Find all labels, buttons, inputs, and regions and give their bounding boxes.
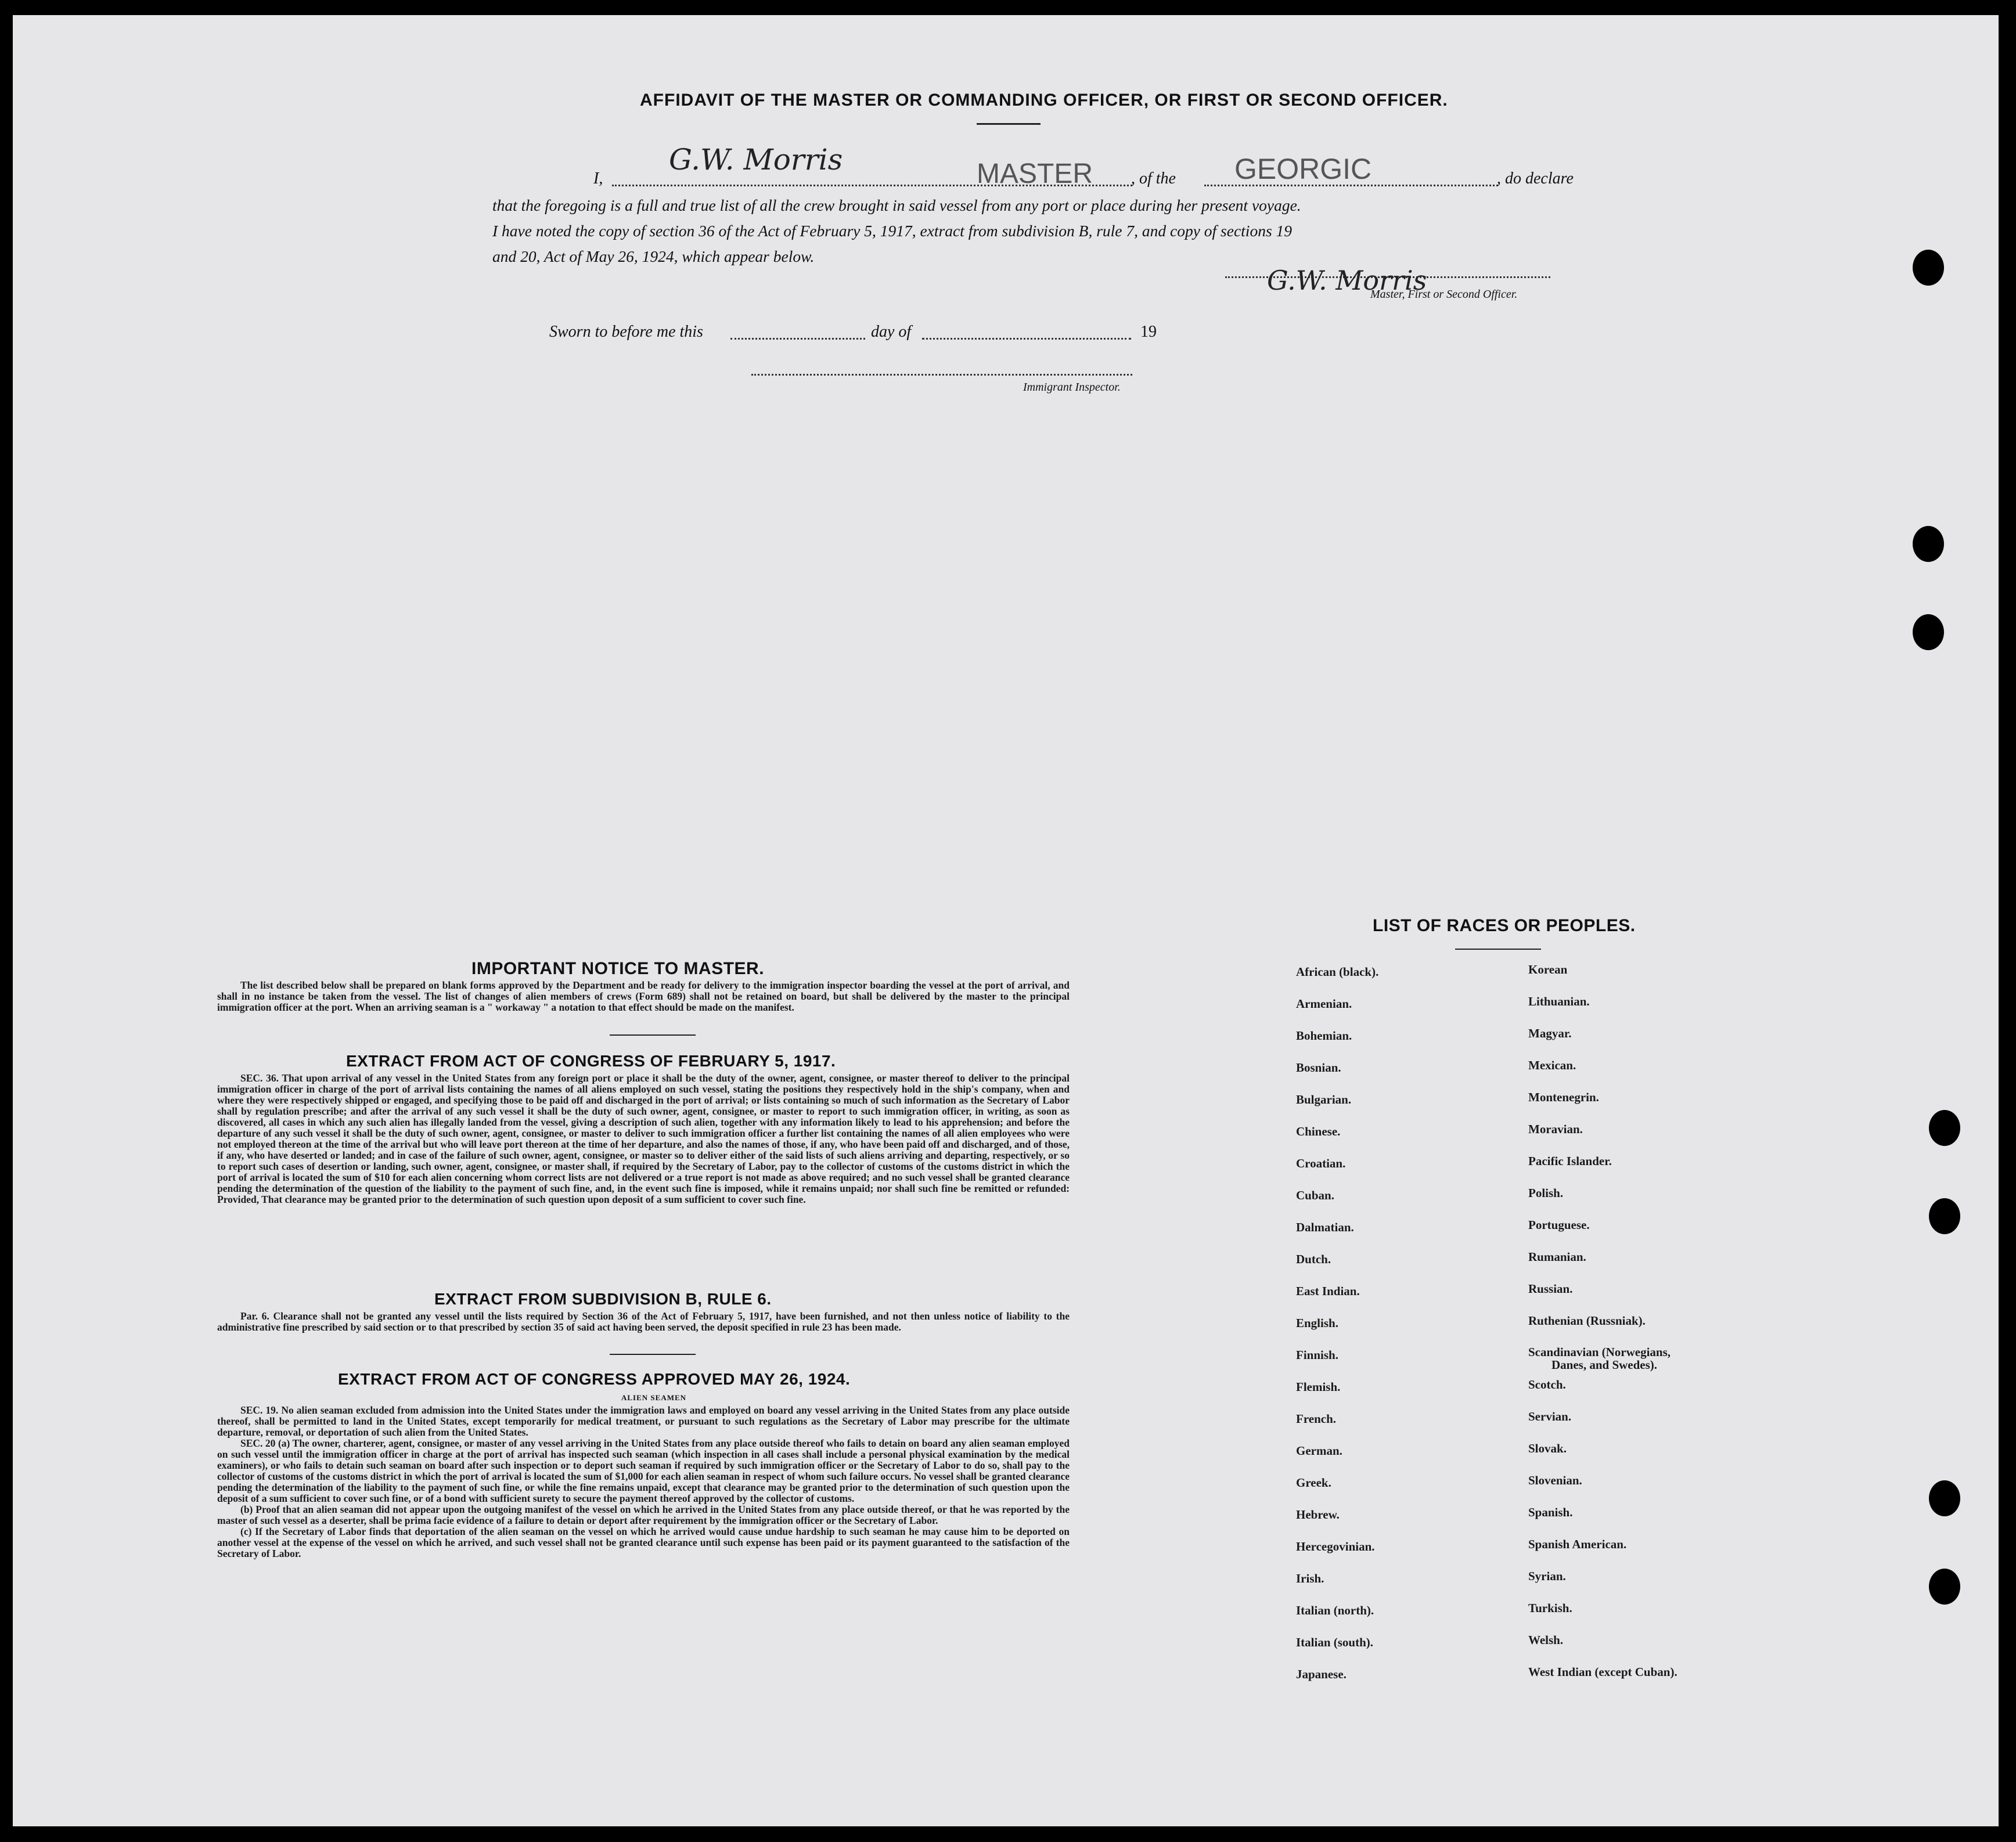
race-item: English. [1296,1316,1338,1330]
race-item: Polish. [1528,1186,1564,1200]
race-item: Italian (north). [1296,1603,1374,1617]
race-item: Spanish American. [1528,1537,1627,1551]
race-item: Montenegrin. [1528,1090,1599,1104]
extract-1917-body [217,1073,1070,1205]
extract-1924-title: EXTRACT FROM ACT OF CONGRESS APPROVED MAY 26, 1924. [338,1370,851,1388]
races-right-column [1528,963,1677,1697]
subdivision-divider [610,1354,696,1355]
affidavit-title: AFFIDAVIT OF THE MASTER OR COMMANDING OFFICER, OR FIRST OR SECOND OFFICER. [640,91,1448,110]
race-item: Servian. [1528,1410,1572,1423]
document-page [13,15,1999,1826]
race-item: Armenian. [1296,997,1352,1011]
race-item: Portuguese. [1528,1218,1590,1232]
signer-signature: G.W. Morris [1267,265,1427,296]
race-item: Korean [1528,963,1568,976]
race-item: Russian. [1528,1282,1573,1296]
race-item: German. [1296,1444,1342,1458]
race-item: Scotch. [1528,1378,1566,1392]
declaration-line-2: I have noted the copy of section 36 of the Act of February 5, 1917, extract from subdivision B, rule 7, and copy of sections 19 [492,222,1293,240]
do-declare-label: , do declare [1497,170,1574,188]
declaration-line-1: that the foregoing is a full and true list of all the crew brought in said vessel from any port or place during her present voyage. [492,196,1301,214]
sec-20b-paragraph: (b) Proof that an alien seaman did not appear upon the outgoing manifest of the vessel on which he arrived in the United States from any place outside thereof, or that he was reported by the master of such vessel as a deserter, shall be prima facie evidence of a failure to detain or deport after requirement by the immigration officer or the Secretary of Labor. [217,1504,1070,1526]
punch-hole [1913,526,1944,562]
race-item: Dalmatian. [1296,1220,1354,1234]
sec-20a-paragraph: SEC. 20 (a) The owner, charterer, agent, consignee, or master of any vessel arriving in the United States from any place outside thereof who fails to detain on board any alien seaman employed on such vessel until the immigration officer in charge at the port of arrival has inspected such seaman (which inspection in all cases shall include a personal physical examination by the medical examiners), or who fails to detain such seaman on board after such inspection or to deport such seaman if required by such immigration officer or the Secretary of Labor to do so, shall pay to the collector of customs of the customs district in which the port of arrival is located the sum of $1,000 for each alien seaman in respect of whom such failure occurs. No vessel shall be granted clearance pending the determination of the liability to the payment of such fine, or while the fine remains unpaid, except that clearance may be granted prior to the determination of such question upon the deposit of a sum sufficient to cover such fine, or of a bond with sufficient surety to secure the payment thereof approved by the collector of customs. [217,1437,1070,1504]
race-item: Syrian. [1528,1569,1566,1583]
race-item: West Indian (except Cuban). [1528,1665,1677,1679]
race-item: Welsh. [1528,1633,1564,1647]
vessel-name: GEORGIC [1234,153,1372,185]
race-item: Magyar. [1528,1026,1572,1040]
of-the-label: , of the [1131,170,1176,188]
sworn-label: Sworn to before me this [549,323,703,341]
alien-seamen-subtitle: ALIEN SEAMEN [621,1393,687,1402]
race-item: Bulgarian. [1296,1093,1352,1106]
race-item: Greek. [1296,1476,1331,1490]
punch-hole [1929,1480,1960,1516]
affidavit-i-label: I, [593,170,603,188]
race-item: Croatian. [1296,1156,1346,1170]
races-left-column [1296,965,1378,1699]
race-item: Slovenian. [1528,1473,1582,1487]
inspector-caption: Immigrant Inspector. [1023,381,1121,394]
race-item: Turkish. [1528,1601,1572,1615]
rank-value: MASTER [977,158,1093,189]
race-item: Rumanian. [1528,1250,1586,1264]
race-item-continuation: Danes, and Swedes). [1551,1358,1658,1372]
subdivision-body [217,1311,1070,1333]
sworn-day-line [730,338,865,340]
punch-hole [1913,614,1944,650]
extract-1924-body [217,1405,1070,1559]
inspector-line [751,374,1132,376]
declaration-line-3: and 20, Act of May 26, 1924, which appear below. [492,247,815,265]
notice-divider [610,1034,696,1036]
race-item: Slovak. [1528,1441,1567,1455]
race-item: Hercegovinian. [1296,1540,1375,1553]
notice-paragraph: The list described below shall be prepared on blank forms approved by the Department and be ready for delivery to the immigration inspector boarding the vessel at the port of arrival, and shall in no instance be taken from the vessel. The list of changes of alien members of crews (Form 689) shall not be retained on board, but shall be delivered by the master to the principal immigration officer at the port. When an arriving seaman is a " workaway " a notation to that effect should be made on the manifest. [217,979,1070,1013]
subdivision-title: EXTRACT FROM SUBDIVISION B, RULE 6. [434,1290,772,1308]
races-title: LIST OF RACES OR PEOPLES. [1373,916,1636,935]
race-item: African (black). [1296,965,1379,979]
punch-hole [1913,250,1944,286]
race-item: Pacific Islander. [1528,1154,1612,1168]
notice-title: IMPORTANT NOTICE TO MASTER. [471,959,765,978]
race-item [1528,1346,1677,1378]
race-item: Bosnian. [1296,1061,1341,1075]
notice-body [217,980,1070,1013]
signer-caption: Master, First or Second Officer. [1370,288,1518,301]
race-item: Irish. [1296,1571,1324,1585]
race-item: French. [1296,1412,1337,1426]
race-item: Italian (south). [1296,1635,1374,1649]
race-item: Lithuanian. [1528,994,1590,1008]
race-item: Dutch. [1296,1252,1331,1266]
punch-hole [1929,1569,1960,1605]
race-item: Spanish. [1528,1505,1573,1519]
day-of-label: day of [871,323,912,341]
par-6-paragraph: Par. 6. Clearance shall not be granted any vessel until the lists required by Section 36 of the Act of February 5, 1917, have been furnished, and not then unless notice of liability to the administrative fine prescribed by said section or to that prescribed by section 35 of said act having been served, the deposit specified in rule 23 has been made. [217,1310,1070,1333]
race-item: Japanese. [1296,1667,1347,1681]
race-item: Finnish. [1296,1348,1338,1362]
race-item: East Indian. [1296,1284,1360,1298]
race-item: Mexican. [1528,1058,1576,1072]
race-item: Flemish. [1296,1380,1341,1394]
race-item-line: Scandinavian (Norwegians, [1528,1345,1671,1359]
race-item: Hebrew. [1296,1508,1340,1522]
race-item: Moravian. [1528,1122,1583,1136]
master-signature: G.W. Morris [669,143,843,176]
punch-hole [1929,1198,1960,1234]
sec-20c-paragraph: (c) If the Secretary of Labor finds that deportation of the alien seaman on the vessel on which he arrived would cause undue hardship to such seaman he may cause him to be deported on another vessel at the expense of the vessel on which he arrived, and such vessel shall not be granted clearance until such expense has been paid or its payment guaranteed to the satisfaction of the Secretary of Labor. [217,1526,1070,1559]
title-divider [977,123,1041,125]
year-prefix: 19 [1140,323,1157,341]
race-item: Chinese. [1296,1124,1341,1138]
extract-1917-title: EXTRACT FROM ACT OF CONGRESS OF FEBRUARY 5, 1917. [346,1052,836,1070]
race-item: Ruthenian (Russniak). [1528,1314,1646,1328]
section-36-paragraph: SEC. 36. That upon arrival of any vessel in the United States from any foreign port or place it shall be the duty of the owner, agent, consignee, or master thereof to deliver to the principal immigration officer in charge of the port of arrival lists containing the names of all aliens employed on such vessel, stating the positions they respectively hold in the ship's company, when and where they were respectively shipped or engaged, and specifying those to be paid off and discharged in the port of arrival; or lists containing so much of such information as the Secretary of Labor shall by regulation prescribe; and after the arrival of any such vessel it shall be the duty of such owner, agent, consignee, or master to report to such immigration officer, in writing, as soon as discovered, all cases in which any such alien has illegally landed from the vessel, giving a description of such alien, together with any information likely to lead to his apprehension; and before the departure of any such vessel it shall be the duty of such owner, agent, consignee, or master to deliver to such immigration officer a further list containing the names of all alien employees who were not employed thereon at the time of the arrival but who will leave port thereon at the time of her departure, and also the names of those, if any, who have been paid off and discharged, and of those, if any, who have deserted or landed; and in case of the failure of such owner, agent, consignee, or master so to deliver either of the said lists of such aliens arriving and departing, respectively, or so to report such cases of desertion or landing, such owner, agent, consignee, or master shall, if required by the Secretary of Labor, pay to the collector of customs of the customs district in which the port of arrival is located the sum of $10 for each alien concerning whom correct lists are not delivered or a true report is not made as above required; and no such vessel shall be granted clearance pending the determination of the question of the liability to the payment of such fine, and, in the event such fine is imposed, while it remains unpaid; nor shall such fine be remitted or refunded: Provided, That clearance may be granted prior to the determination of such question upon deposit of a sum sufficient to cover such fine. [217,1072,1070,1205]
race-item: Bohemian. [1296,1029,1352,1043]
races-divider [1455,949,1541,950]
sworn-month-line [922,338,1131,340]
punch-hole [1929,1110,1960,1146]
race-item: Cuban. [1296,1188,1334,1202]
sec-19-paragraph: SEC. 19. No alien seaman excluded from admission into the United States under the immigration laws and employed on board any vessel arriving in the United States from any place outside thereof, shall be permitted to land in the United States, except temporarily for medical treatment, or pursuant to such regulations as the Secretary of Labor may prescribe for the ultimate departure, removal, or deportation of such alien from the United States. [217,1404,1070,1438]
